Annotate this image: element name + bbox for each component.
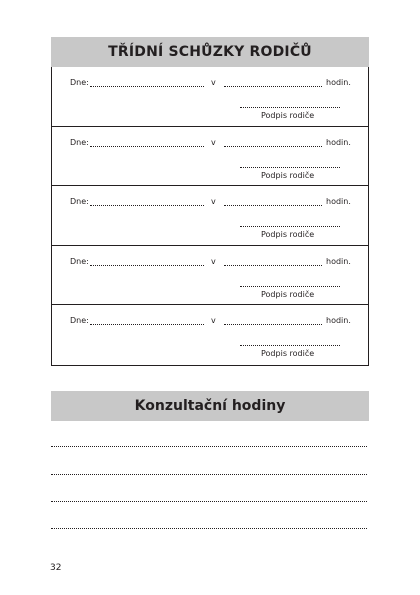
at-label: v	[211, 256, 216, 266]
signature-field[interactable]	[240, 167, 340, 168]
date-field[interactable]	[90, 205, 204, 206]
date-field[interactable]	[90, 86, 204, 87]
meeting-row	[52, 186, 368, 246]
hours-label: hodin.	[326, 78, 351, 87]
time-field[interactable]	[224, 146, 322, 147]
date-label: Dne:	[70, 197, 89, 207]
meetings-section-title: TŘÍDNÍ SCHŮZKY RODIČŮ	[51, 37, 369, 67]
signature-label: Podpis rodiče	[261, 230, 315, 240]
date-field[interactable]	[90, 146, 204, 147]
consultation-section-title: Konzultační hodiny	[51, 391, 369, 421]
meeting-row	[52, 246, 368, 306]
date-label: Dne:	[70, 316, 89, 326]
meeting-row	[52, 127, 368, 187]
consultation-line[interactable]	[51, 474, 367, 475]
date-field[interactable]	[90, 324, 204, 325]
date-label: Dne:	[70, 256, 89, 266]
at-label: v	[211, 197, 216, 207]
time-field[interactable]	[224, 324, 322, 325]
date-field[interactable]	[90, 265, 204, 266]
time-field[interactable]	[224, 205, 322, 206]
at-label: v	[211, 316, 216, 326]
signature-label: Podpis rodiče	[261, 289, 315, 299]
date-label: Dne:	[70, 78, 89, 87]
consultation-line[interactable]	[51, 446, 367, 447]
meetings-table	[51, 67, 369, 366]
signature-field[interactable]	[240, 286, 340, 287]
signature-field[interactable]	[240, 226, 340, 227]
hours-label: hodin.	[326, 137, 351, 147]
meeting-row	[52, 305, 368, 365]
hours-label: hodin.	[326, 197, 351, 207]
at-label: v	[211, 137, 216, 147]
signature-field[interactable]	[240, 107, 340, 108]
date-label: Dne:	[70, 137, 89, 147]
meeting-row	[52, 67, 368, 127]
consultation-line[interactable]	[51, 528, 367, 529]
page-number: 32	[50, 563, 62, 573]
signature-label: Podpis rodiče	[261, 111, 315, 120]
hours-label: hodin.	[326, 256, 351, 266]
hours-label: hodin.	[326, 316, 351, 326]
time-field[interactable]	[224, 265, 322, 266]
consultation-line[interactable]	[51, 501, 367, 502]
signature-field[interactable]	[240, 345, 340, 346]
at-label: v	[211, 78, 216, 87]
time-field[interactable]	[224, 86, 322, 87]
signature-label: Podpis rodiče	[261, 170, 315, 180]
signature-label: Podpis rodiče	[261, 349, 315, 359]
